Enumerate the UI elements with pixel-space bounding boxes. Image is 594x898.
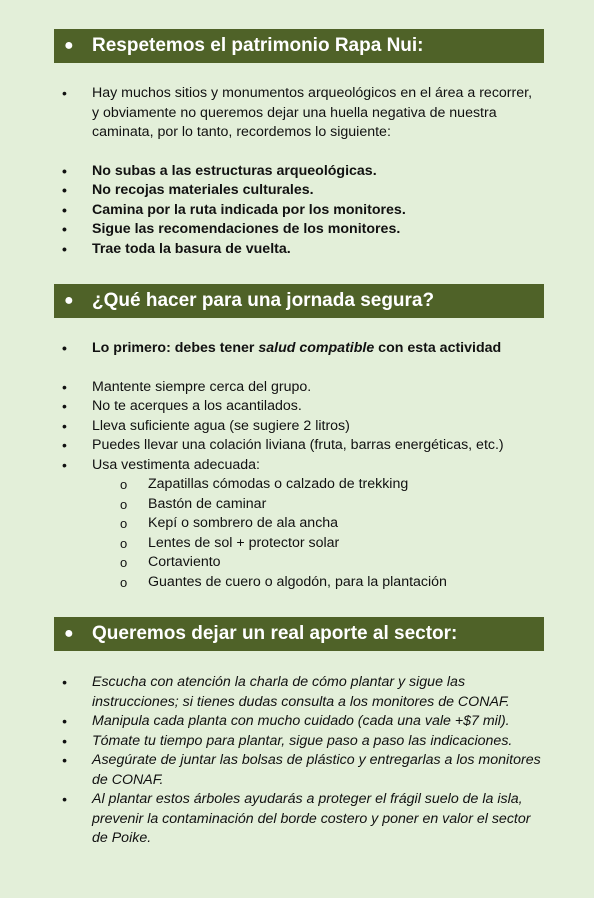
section-title: Respetemos el patrimonio Rapa Nui:	[92, 35, 424, 56]
sub-item: o Bastón de caminar	[62, 495, 542, 515]
list-item: • No te acerques a los acantilados.	[62, 397, 542, 417]
sub-item: o Kepí o sombrero de ala ancha	[62, 514, 542, 534]
list-item: • No subas a las estructuras arqueológicas.	[62, 162, 542, 182]
section-header-patrimonio	[54, 29, 544, 63]
list-item: • Hay muchos sitios y monumentos arqueológicos en el área a recorrer, y obviamente no queremos dejar una huella negativa de nuestra caminata, por lo tanto, recordemos lo siguiente:	[62, 84, 542, 143]
section-title: ¿Qué hacer para una jornada segura?	[92, 290, 435, 311]
list-item: • Mantente siempre cerca del grupo.	[62, 378, 542, 398]
section-header-jornada-segura	[54, 284, 544, 318]
sub-item: o Guantes de cuero o algodón, para la plantación	[62, 573, 542, 593]
list-item: • Manipula cada planta con mucho cuidado (cada una vale +$7 mil).	[62, 712, 542, 732]
list-item: • Escucha con atención la charla de cómo plantar y sigue las instrucciones; si tienes dudas consulta a los monitores de CONAF.	[62, 673, 542, 712]
list-item: • Lo primero: debes tener salud compatible con esta actividad	[62, 339, 542, 359]
list-item: • Al plantar estos árboles ayudarás a proteger el frágil suelo de la isla, prevenir la contaminación del borde costero y poner en valor el sector de Poike.	[62, 790, 542, 849]
sub-item: o Zapatillas cómodas o calzado de trekking	[62, 475, 542, 495]
section-header-aporte	[54, 617, 544, 651]
sub-item: o Cortaviento	[62, 553, 542, 573]
list-item: • Usa vestimenta adecuada:	[62, 456, 542, 476]
list-item: • Asegúrate de juntar las bolsas de plástico y entregarlas a los monitores de CONAF.	[62, 751, 542, 790]
list-item: • Tómate tu tiempo para plantar, sigue paso a paso las indicaciones.	[62, 732, 542, 752]
list-item: • Sigue las recomendaciones de los monitores.	[62, 220, 542, 240]
list-item: • Camina por la ruta indicada por los monitores.	[62, 201, 542, 221]
aporte-list	[62, 673, 542, 849]
section-title: Queremos dejar un real aporte al sector:	[92, 623, 458, 644]
list-item: • No recojas materiales culturales.	[62, 181, 542, 201]
bullet-icon: ●	[64, 37, 74, 54]
bullet-icon: ●	[64, 625, 74, 642]
bullet-icon: ●	[64, 292, 74, 309]
list-item: • Trae toda la basura de vuelta.	[62, 240, 542, 260]
list-item: • Lleva suficiente agua (se sugiere 2 litros)	[62, 417, 542, 437]
patrimonio-list	[62, 84, 542, 259]
list-item: • Puedes llevar una colación liviana (fruta, barras energéticas, etc.)	[62, 436, 542, 456]
sub-item: o Lentes de sol + protector solar	[62, 534, 542, 554]
seguridad-list	[62, 339, 542, 592]
